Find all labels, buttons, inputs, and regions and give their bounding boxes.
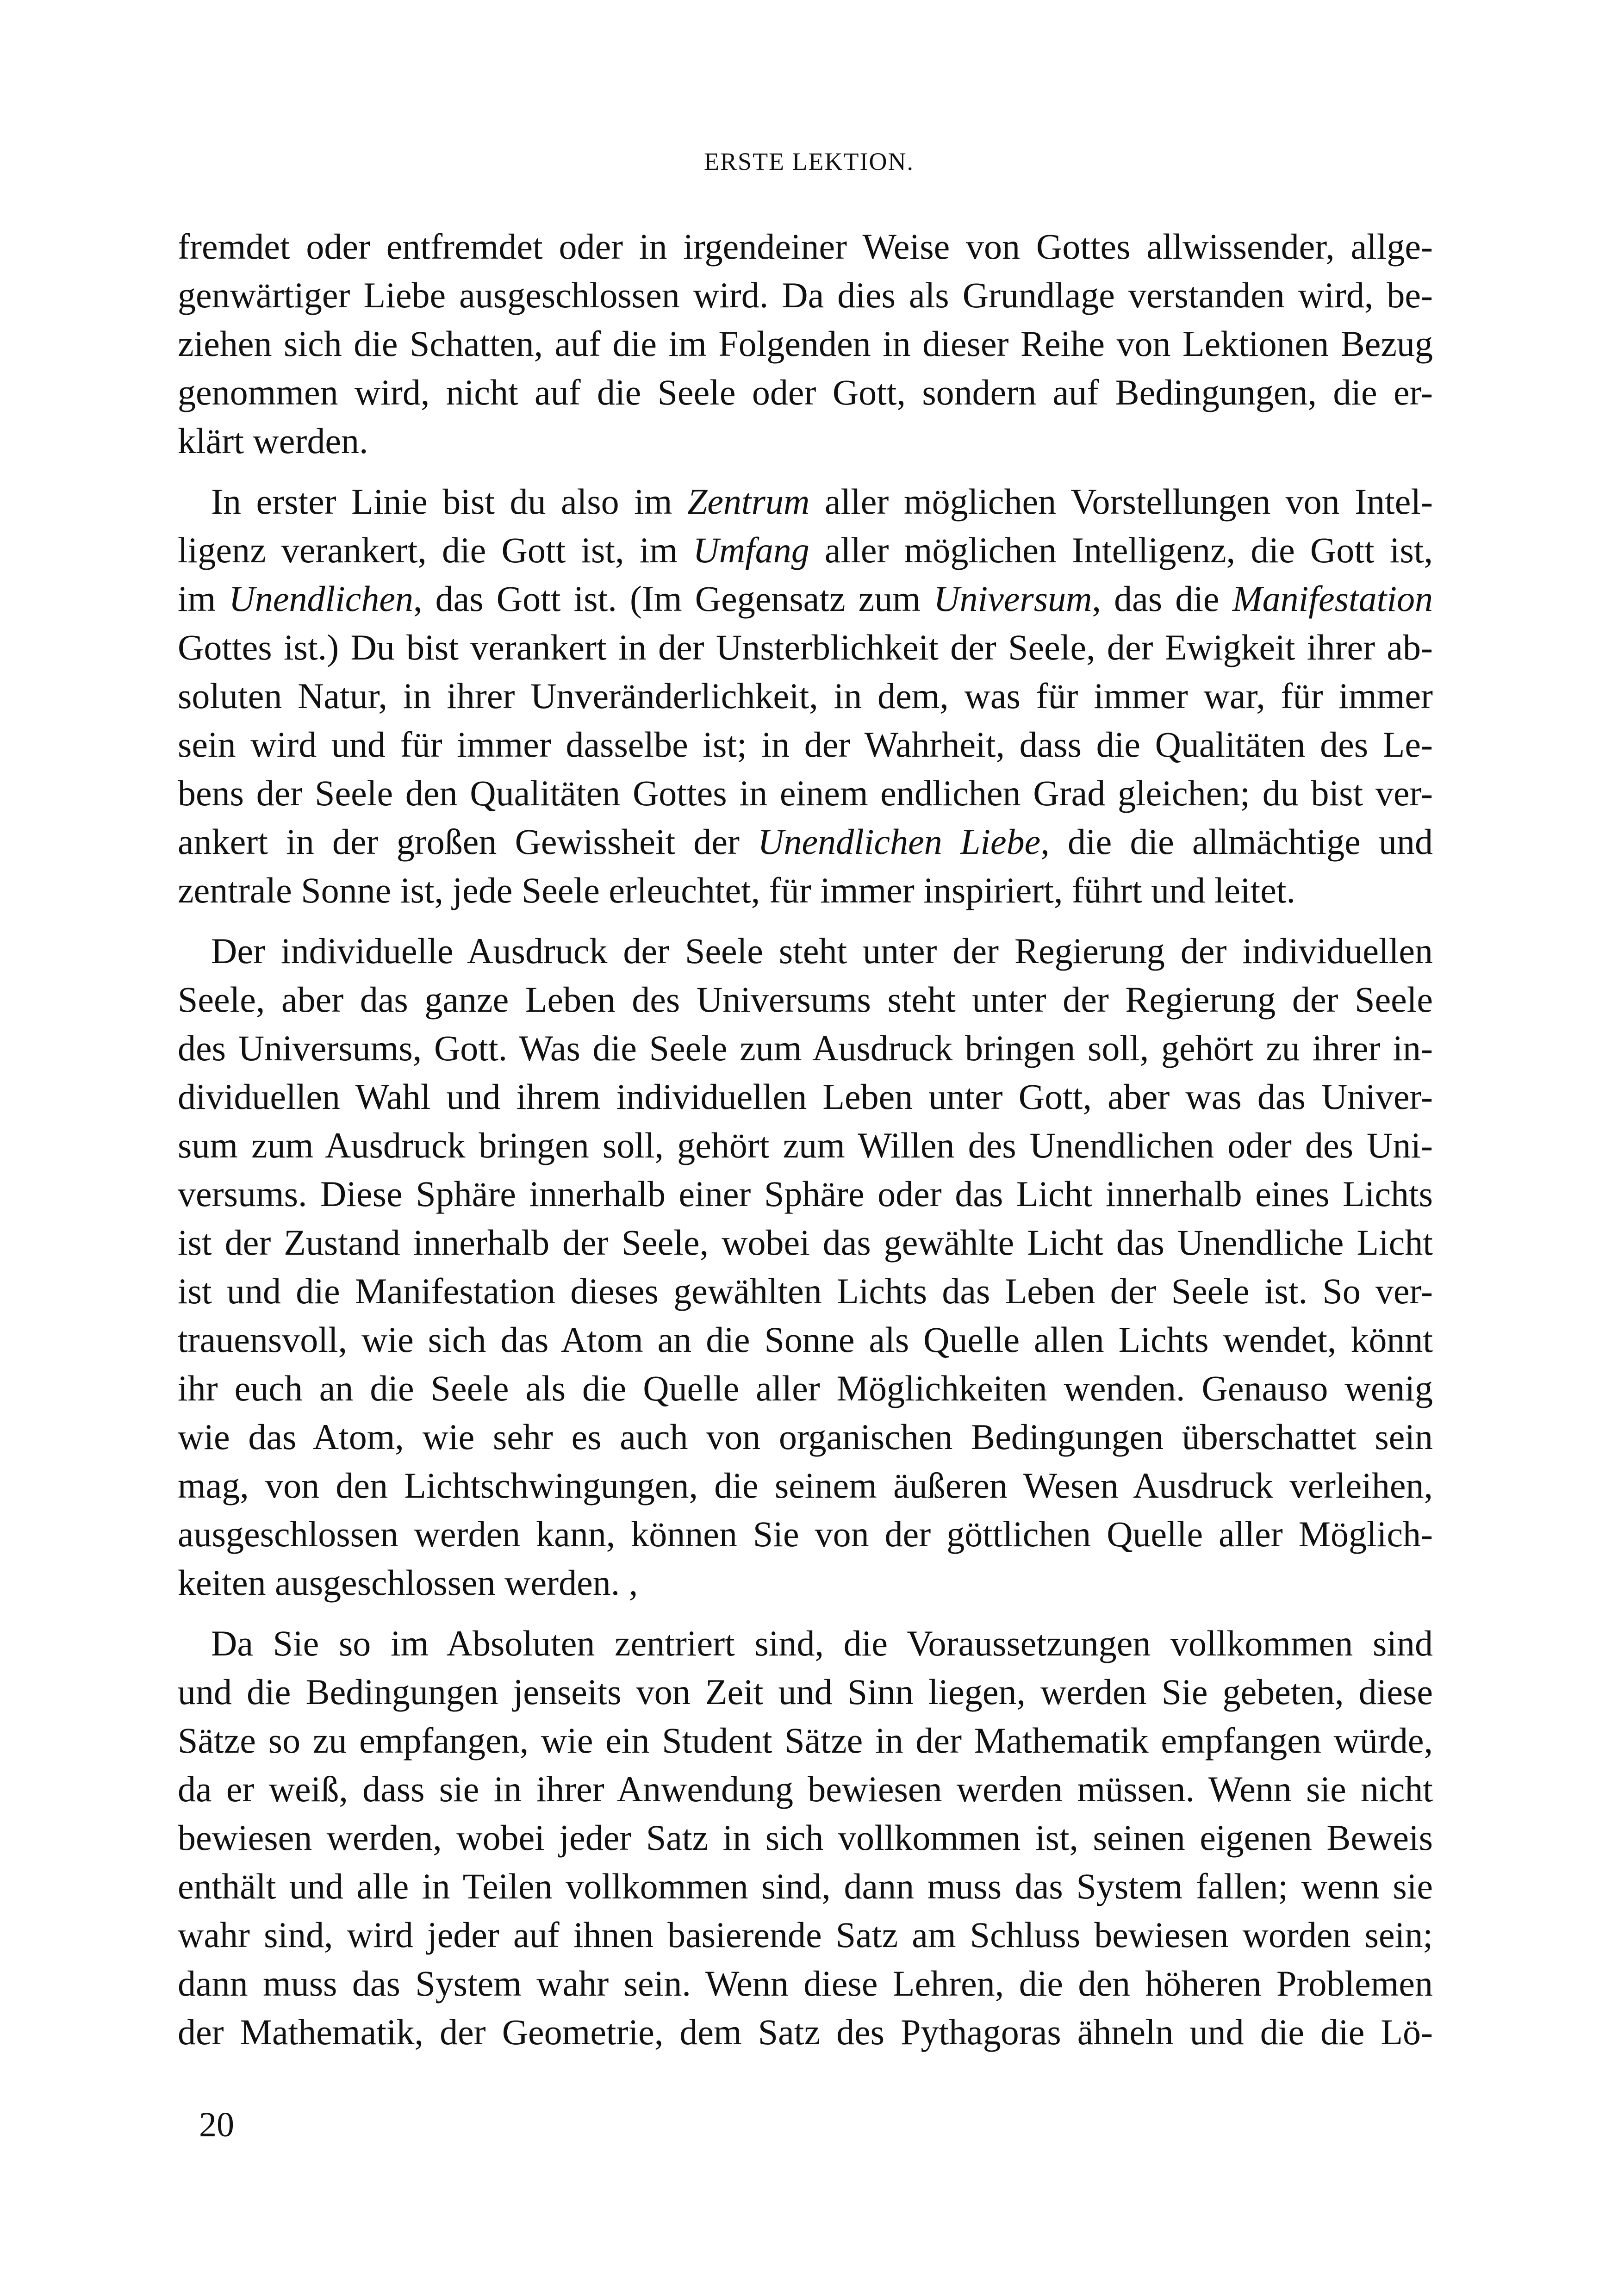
running-head: ERSTE LEKTION. <box>704 148 914 175</box>
paragraph <box>178 927 1433 1607</box>
text-line: klärt werden. <box>178 421 368 461</box>
text-line: Sätze so zu empfangen, wie ein Student Sätze in der Mathematik empfangen würde, <box>178 1720 1433 1761</box>
text-line: Der individuelle Ausdruck der Seele steht unter der Regierung der individuellen <box>211 931 1433 971</box>
text-line: da er weiß, dass sie in ihrer Anwendung bewiesen werden müssen. Wenn sie nicht <box>178 1769 1433 1809</box>
text-line: trauensvoll, wie sich das Atom an die Sonne als Quelle allen Lichts wendet, könnt <box>178 1319 1433 1360</box>
text-line: genommen wird, nicht auf die Seele oder Gott, sondern auf Bedingungen, die er- <box>178 372 1433 412</box>
text-line: Seele, aber das ganze Leben des Universums steht unter der Regierung der Seele <box>178 979 1433 1020</box>
text-line: und die Bedingungen jenseits von Zeit und Sinn liegen, werden Sie gebeten, diese <box>178 1672 1433 1712</box>
text-line: bewiesen werden, wobei jeder Satz in sich vollkommen ist, seinen eigenen Beweis <box>178 1817 1433 1858</box>
text-line: genwärtiger Liebe ausgeschlossen wird. Da dies als Grundlage verstanden wird, be- <box>178 275 1433 315</box>
paragraph <box>178 1619 1433 2056</box>
paragraph <box>178 222 1433 465</box>
text-line: Da Sie so im Absoluten zentriert sind, die Voraussetzungen vollkommen sind <box>211 1623 1433 1663</box>
text-line: fremdet oder entfremdet oder in irgendeiner Weise von Gottes allwissender, allge- <box>178 226 1433 267</box>
text-line: ligenz verankert, die Gott ist, im Umfang aller möglichen Intelligenz, die Gott ist, <box>178 530 1433 570</box>
text-line: der Mathematik, der Geometrie, dem Satz des Pythagoras ähneln und die die Lö- <box>178 2012 1433 2052</box>
text-line: ist und die Manifestation dieses gewählten Lichts das Leben der Seele ist. So ver- <box>178 1271 1433 1311</box>
text-line: im Unendlichen, das Gott ist. (Im Gegensatz zum Universum, das die Manifestation <box>178 579 1433 619</box>
text-line: ausgeschlossen werden kann, können Sie von der göttlichen Quelle aller Möglich- <box>178 1514 1433 1554</box>
text-line: enthält und alle in Teilen vollkommen sind, dann muss das System fallen; wenn sie <box>178 1866 1433 1906</box>
text-line: sein wird und für immer dasselbe ist; in der Wahrheit, dass die Qualitäten des Le- <box>178 724 1433 765</box>
text-line: zentrale Sonne ist, jede Seele erleuchtet, für immer inspiriert, führt und leitet. <box>178 870 1295 910</box>
paragraph <box>178 477 1433 915</box>
text-line: ihr euch an die Seele als die Quelle aller Möglichkeiten wenden. Genauso wenig <box>178 1368 1433 1408</box>
text-line: Gottes ist.) Du bist verankert in der Unsterblichkeit der Seele, der Ewigkeit ihrer ab- <box>178 627 1433 667</box>
page-number: 20 <box>199 2105 234 2144</box>
text-line: wie das Atom, wie sehr es auch von organischen Bedingungen überschattet sein <box>178 1417 1433 1457</box>
text-line: sum zum Ausdruck bringen soll, gehört zum Willen des Unendlichen oder des Uni- <box>178 1125 1433 1165</box>
text-line: dann muss das System wahr sein. Wenn diese Lehren, die den höheren Problemen <box>178 1963 1433 2004</box>
text-line: ist der Zustand innerhalb der Seele, wobei das gewählte Licht das Unendliche Licht <box>178 1222 1433 1263</box>
text-line: bens der Seele den Qualitäten Gottes in einem endlichen Grad gleichen; du bist ver- <box>178 773 1433 813</box>
text-line: ankert in der großen Gewissheit der Unendlichen Liebe, die die allmächtige und <box>178 821 1433 862</box>
text-line: dividuellen Wahl und ihrem individuellen Leben unter Gott, aber was das Univer- <box>178 1076 1433 1117</box>
text-line: soluten Natur, in ihrer Unveränderlichkeit, in dem, was für immer war, für immer <box>178 676 1433 716</box>
text-line: keiten ausgeschlossen werden. , <box>178 1562 638 1603</box>
text-line: In erster Linie bist du also im Zentrum aller möglichen Vorstellungen von Intel- <box>211 481 1433 522</box>
text-line: mag, von den Lichtschwingungen, die seinem äußeren Wesen Ausdruck verleihen, <box>178 1465 1433 1506</box>
text-line: des Universums, Gott. Was die Seele zum Ausdruck bringen soll, gehört zu ihrer in- <box>178 1028 1433 1068</box>
body-text <box>178 222 1433 2056</box>
text-line: wahr sind, wird jeder auf ihnen basierende Satz am Schluss bewiesen worden sein; <box>178 1915 1433 1955</box>
text-line: ziehen sich die Schatten, auf die im Folgenden in dieser Reihe von Lektionen Bezug <box>178 324 1433 364</box>
text-line: versums. Diese Sphäre innerhalb einer Sphäre oder das Licht innerhalb eines Lichts <box>178 1174 1433 1214</box>
